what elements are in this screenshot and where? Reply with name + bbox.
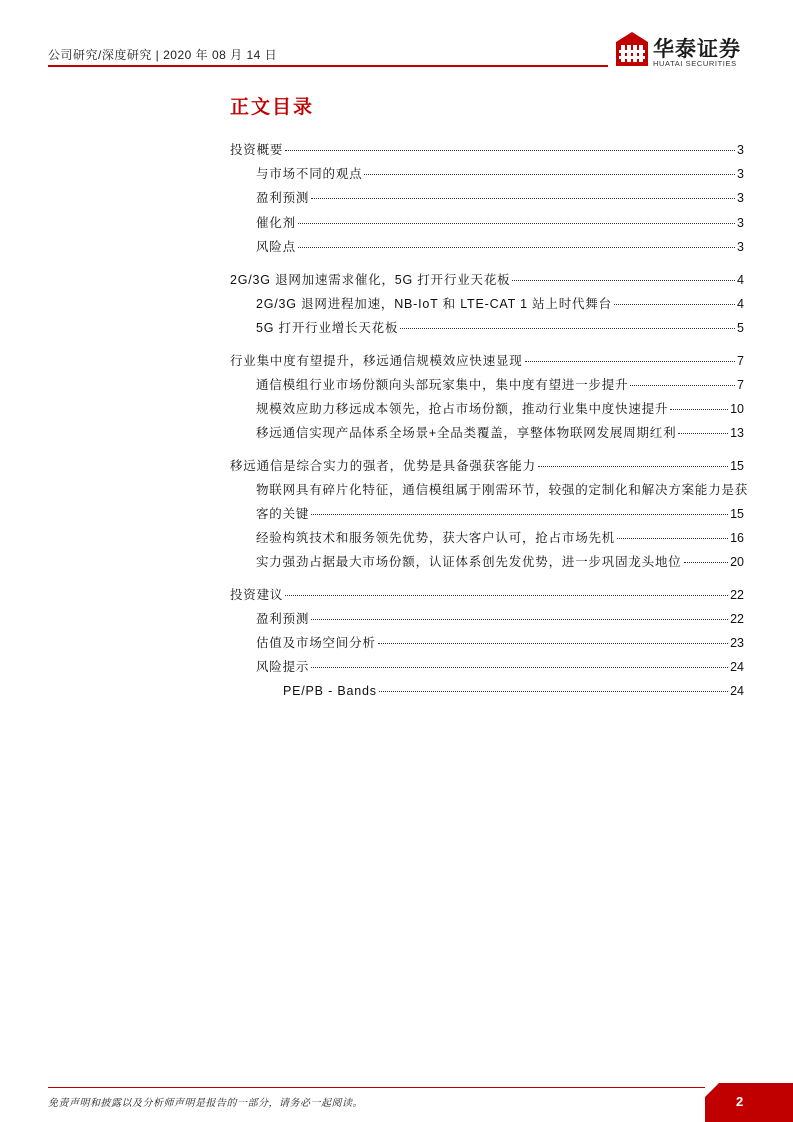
toc-entry[interactable] xyxy=(256,659,744,675)
toc-entry-page: 13 xyxy=(730,426,744,440)
toc-entry[interactable] xyxy=(256,190,744,206)
toc-dot-leader xyxy=(378,643,728,644)
toc-entry[interactable] xyxy=(230,142,744,158)
toc-entry[interactable] xyxy=(230,458,744,474)
toc-entry-label: 客的关键 xyxy=(256,507,310,521)
toc-entry[interactable] xyxy=(256,482,749,498)
toc-entry[interactable] xyxy=(256,296,744,312)
toc-entry[interactable] xyxy=(283,683,744,699)
logo-english-name: HUATAI SECURITIES xyxy=(653,59,737,68)
toc-dot-leader xyxy=(678,433,728,434)
toc-dot-leader xyxy=(311,667,728,668)
toc-entry[interactable] xyxy=(256,506,744,522)
toc-entry-label: 估值及市场空间分析 xyxy=(256,636,376,650)
toc-entry[interactable] xyxy=(256,401,744,417)
toc-entry-label: 投资概要 xyxy=(230,143,284,157)
toc-dot-leader xyxy=(379,691,728,692)
toc-entry-label: 移远通信是综合实力的强者，优势是具备强获客能力 xyxy=(230,459,536,473)
toc-entry-page: 20 xyxy=(730,555,744,569)
toc-entry-label: 经验构筑技术和服务领先优势，获大客户认可，抢占市场先机 xyxy=(256,531,616,545)
toc-dot-leader xyxy=(298,247,735,248)
toc-dot-leader xyxy=(285,595,728,596)
toc-dot-leader xyxy=(538,466,728,467)
toc-entry-label: 风险点 xyxy=(256,240,296,254)
toc-dot-leader xyxy=(364,174,735,175)
toc-entry-label: 行业集中度有望提升，移远通信规模效应快速显现 xyxy=(230,354,523,368)
page-number: 2 xyxy=(736,1094,744,1109)
toc-entry-page: 7 xyxy=(737,354,744,368)
toc-dot-leader xyxy=(311,198,735,199)
toc-entry-page: 22 xyxy=(730,588,744,602)
toc-dot-leader xyxy=(298,223,735,224)
toc-dot-leader xyxy=(670,409,728,410)
toc-entry-label: 盈利预测 xyxy=(256,191,310,205)
toc-entry[interactable] xyxy=(230,272,744,288)
toc-entry-page: 23 xyxy=(730,636,744,650)
toc-entry-label: 与市场不同的观点 xyxy=(256,167,363,181)
toc-entry-label: PE/PB - Bands xyxy=(283,684,377,698)
toc-dot-leader xyxy=(617,538,728,539)
toc-dot-leader xyxy=(630,385,735,386)
toc-entry-page: 4 xyxy=(737,297,744,311)
toc-entry[interactable] xyxy=(256,215,744,231)
toc-entry-page: 15 xyxy=(730,507,744,521)
toc-entry-page: 24 xyxy=(730,660,744,674)
toc-entry-label: 2G/3G 退网进程加速，NB-IoT 和 LTE-CAT 1 站上时代舞台 xyxy=(256,297,612,311)
toc-entry[interactable] xyxy=(256,635,744,651)
toc-dot-leader xyxy=(400,328,735,329)
toc-entry-label: 盈利预测 xyxy=(256,612,310,626)
toc-entry[interactable] xyxy=(256,239,744,255)
toc-entry-page: 3 xyxy=(737,216,744,230)
toc-entry-page: 3 xyxy=(737,167,744,181)
toc-dot-leader xyxy=(285,150,735,151)
footer-divider xyxy=(48,1087,705,1088)
footer-disclaimer: 免责声明和披露以及分析师声明是报告的一部分，请务必一起阅读。 xyxy=(48,1098,363,1109)
toc-entry[interactable] xyxy=(230,353,744,369)
toc-entry-page: 7 xyxy=(737,378,744,392)
toc-dot-leader xyxy=(525,361,735,362)
toc-entry[interactable] xyxy=(230,587,744,603)
toc-entry[interactable] xyxy=(256,377,744,393)
toc-entry-page: 4 xyxy=(737,273,744,287)
toc-entry-page: 16 xyxy=(730,531,744,545)
toc-entry[interactable] xyxy=(256,530,744,546)
toc-entry-label: 物联网具有碎片化特征，通信模组属于刚需环节，较强的定制化和解决方案能力是获 xyxy=(256,483,749,497)
toc-entry-label: 实力强劲占据最大市场份额，认证体系创先发优势，进一步巩固龙头地位 xyxy=(256,555,682,569)
toc-dot-leader xyxy=(512,280,735,281)
toc-entry[interactable] xyxy=(256,611,744,627)
toc-entry-label: 移远通信实现产品体系全场景+全品类覆盖，享整体物联网发展周期红利 xyxy=(256,426,677,440)
toc-entry[interactable] xyxy=(256,554,744,570)
toc-entry-page: 3 xyxy=(737,191,744,205)
toc-title: 正文目录 xyxy=(230,97,315,118)
toc-entry-page: 5 xyxy=(737,321,744,335)
page-number-badge xyxy=(705,1083,793,1122)
toc-dot-leader xyxy=(311,514,728,515)
toc-dot-leader xyxy=(311,619,728,620)
logo-chinese-name: 华泰证券 xyxy=(653,38,741,61)
toc-entry-label: 通信模组行业市场份额向头部玩家集中，集中度有望进一步提升 xyxy=(256,378,629,392)
toc-entry[interactable] xyxy=(256,166,744,182)
toc-entry-page: 3 xyxy=(737,240,744,254)
toc-entry-page: 22 xyxy=(730,612,744,626)
toc-entry-page: 15 xyxy=(730,459,744,473)
toc-entry-label: 投资建议 xyxy=(230,588,284,602)
toc-entry-label: 催化剂 xyxy=(256,216,296,230)
toc-entry-page: 10 xyxy=(730,402,744,416)
toc-entry-page: 3 xyxy=(737,143,744,157)
toc-dot-leader xyxy=(614,304,735,305)
toc-entry-page: 24 xyxy=(730,684,744,698)
toc-entry-label: 风险提示 xyxy=(256,660,310,674)
toc-entry-label: 规模效应助力移远成本领先，抢占市场份额，推动行业集中度快速提升 xyxy=(256,402,669,416)
toc-entry-label: 5G 打开行业增长天花板 xyxy=(256,321,399,335)
toc-entry[interactable] xyxy=(256,425,744,441)
report-info: 公司研究/深度研究 | 2020 年 08 月 14 日 xyxy=(48,48,278,62)
toc-dot-leader xyxy=(684,562,728,563)
toc-entry[interactable] xyxy=(256,320,744,336)
toc-entry-label: 2G/3G 退网加速需求催化，5G 打开行业天花板 xyxy=(230,273,511,287)
